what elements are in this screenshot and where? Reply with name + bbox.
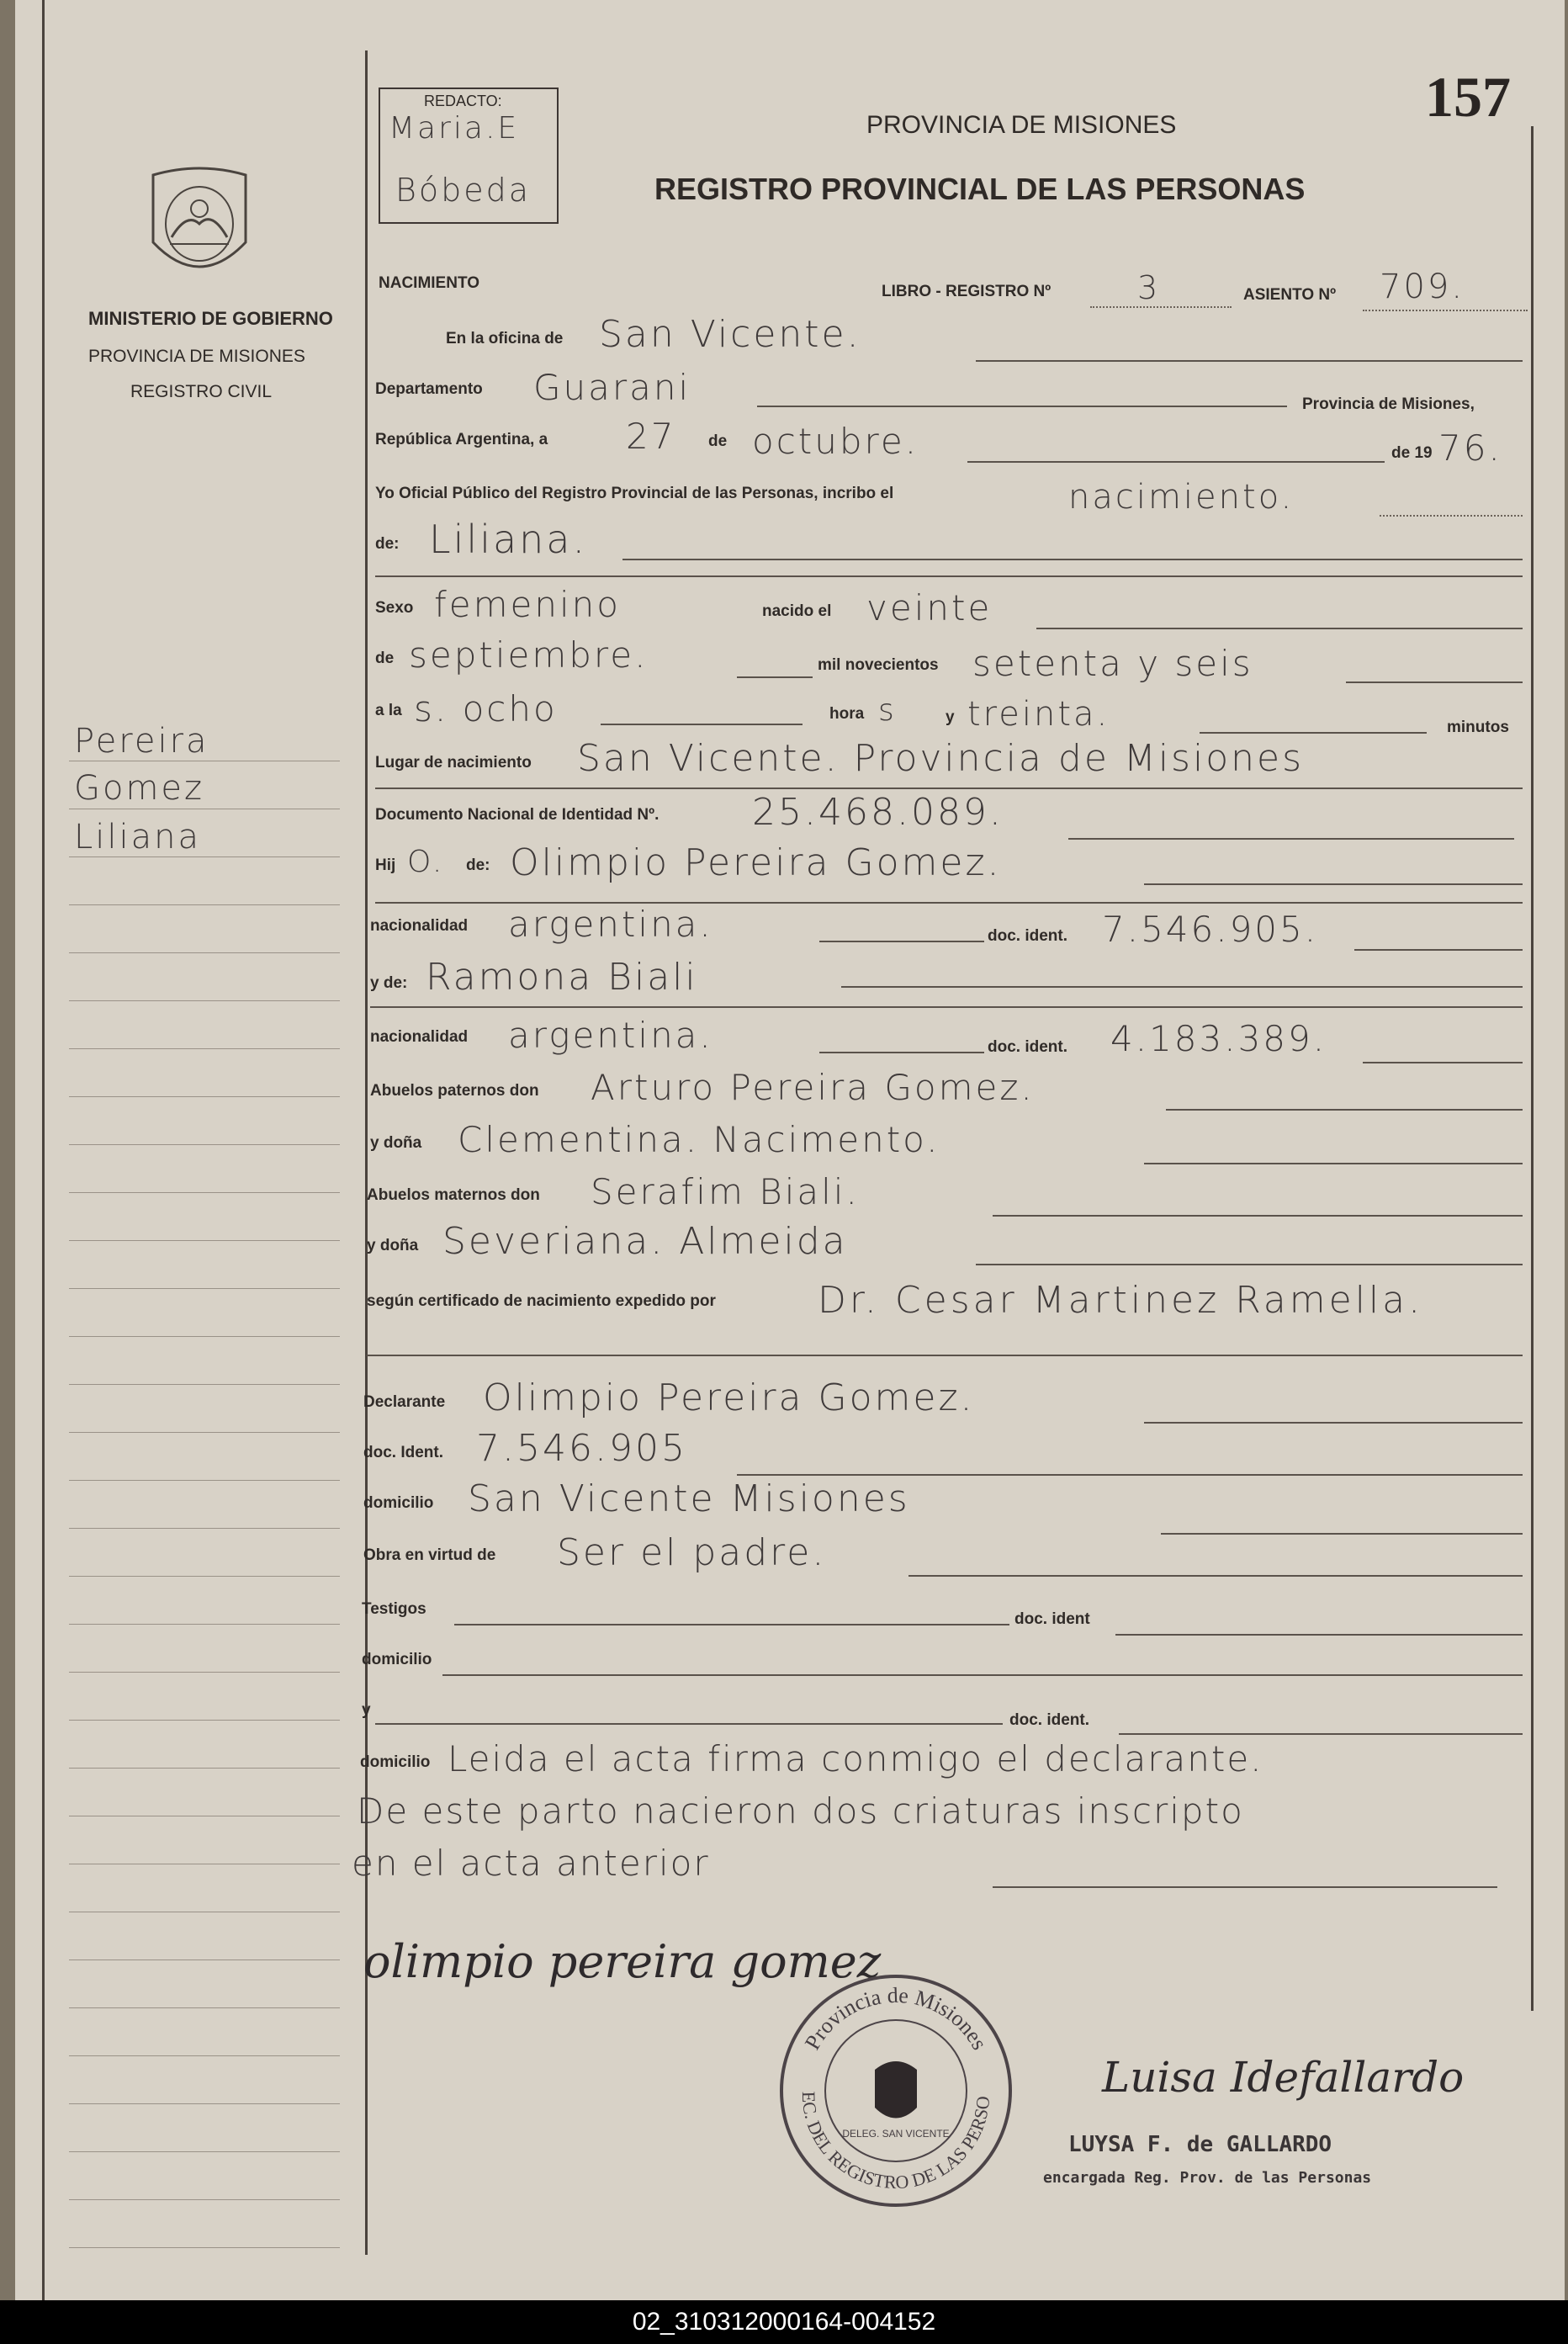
page-border-right <box>1531 126 1534 2011</box>
declarante-doc-label: doc. Ident. <box>363 1444 443 1461</box>
margin-rule-line <box>69 1576 340 1577</box>
testigos-label: Testigos <box>362 1600 426 1618</box>
padre-doc-label: doc. ident. <box>988 927 1067 945</box>
obra-label: Obra en virtud de <box>363 1546 496 1564</box>
margin-rule-line <box>69 1240 340 1241</box>
redacto-line1: Maria.E <box>389 111 520 146</box>
stamp-inner-text: DELEG. SAN VICENTE <box>842 2128 950 2140</box>
dni-label: Documento Nacional de Identidad Nº. <box>375 806 660 824</box>
document-title: REGISTRO PROVINCIAL DE LAS PERSONAS <box>654 172 1306 206</box>
padre-doc: 7.546.905. <box>1102 909 1319 950</box>
departamento-value: Guarani <box>533 367 691 408</box>
margin-rule-line <box>69 1192 340 1193</box>
ministry-name: MINISTERIO DE GOBIERNO <box>88 308 333 329</box>
margin-rule-line <box>69 1432 340 1433</box>
horas-label: hora <box>829 705 865 723</box>
stamp-bottom-text: EC. DEL REGISTRO DE LAS PERSO <box>797 2091 994 2193</box>
nota-line-1: Leida el acta firma conmigo el declarante. <box>448 1738 1263 1779</box>
fecha-mes: octubre. <box>752 421 919 462</box>
dni-value: 25.468.089. <box>752 791 1004 834</box>
abuela-pat: Clementina. Nacimento. <box>458 1119 940 1160</box>
fecha-anio: 76. <box>1438 427 1502 469</box>
margin-given-name: Liliana <box>74 818 201 856</box>
image-caption: 02_310312000164-004152 <box>632 2308 936 2336</box>
republica-label: República Argentina, a <box>375 431 548 448</box>
margin-rule-line <box>69 1720 340 1721</box>
fecha-dia: 27 <box>626 416 676 457</box>
redacto-line2: Bóbeda <box>395 172 532 209</box>
abuelos-pat-label: Abuelos paternos don <box>370 1082 539 1100</box>
sexo-value: femenino <box>434 584 621 625</box>
nacido-mes-label: de <box>375 650 395 667</box>
nacido-label: nacido el <box>762 602 832 620</box>
nombre-label: de: <box>375 535 400 553</box>
margin-surname-2: Gomez <box>74 769 205 808</box>
coat-of-arms-emblem <box>145 165 254 288</box>
page-number: 157 <box>1425 65 1511 129</box>
minutos-value: treinta. <box>967 695 1110 734</box>
padre-nac-label: nacionalidad <box>370 917 469 935</box>
segun-label: según certificado de nacimiento expedido por <box>367 1292 716 1310</box>
padre-nac: argentina. <box>508 904 713 945</box>
declarante-name: Olimpio Pereira Gomez. <box>483 1376 975 1419</box>
minutos-label: minutos <box>1447 719 1509 736</box>
declarante-signature: olimpio pereira gomez <box>363 1935 882 1988</box>
margin-rule-line <box>69 1624 340 1625</box>
abuelos-mat-label: Abuelos maternos don <box>367 1186 540 1204</box>
oficial-label: Yo Oficial Público del Registro Provincial de las Personas, incribo el <box>375 485 894 502</box>
testigo2-doc-label: doc. ident. <box>1009 1711 1089 1729</box>
margin-rule-line <box>69 1384 340 1385</box>
margin-rule-line <box>69 1288 340 1289</box>
abuelo-mat: Serafim Biali. <box>591 1171 860 1212</box>
margin-rule-line <box>69 2151 340 2152</box>
abuela-mat: Severiana. Almeida <box>442 1220 848 1263</box>
margin-rule-line <box>69 2007 340 2008</box>
margin-rule-line <box>69 1144 340 1145</box>
margin-rule-line <box>69 2247 340 2248</box>
margin-rule-line <box>69 952 340 953</box>
nacido-anio: setenta y seis <box>972 643 1253 684</box>
nombre-value: Liliana. <box>429 517 588 562</box>
margin-rule-line <box>69 1048 340 1049</box>
sexo-label: Sexo <box>375 599 414 617</box>
nacido-mes: septiembre. <box>409 634 649 676</box>
departamento-label: Departamento <box>375 380 483 398</box>
mil-label: mil novecientos <box>818 656 939 674</box>
testigo-dom-label: domicilio <box>362 1651 432 1668</box>
madre-label: y de: <box>370 974 408 992</box>
column-divider <box>365 50 368 2255</box>
province-heading: PROVINCIA DE MISIONES <box>866 111 1177 139</box>
testigos-doc-label: doc. ident <box>1014 1610 1090 1628</box>
fecha-de-label: de <box>708 432 728 450</box>
asiento-value: 709. <box>1380 268 1465 306</box>
margin-rule-line <box>69 1480 340 1481</box>
margin-rule-line <box>69 2103 340 2104</box>
svg-text:Provincia de Misiones <box>800 1983 992 2054</box>
hijo-label: Hij <box>375 856 396 874</box>
y-label: y <box>946 708 955 726</box>
notas-dom-label: domicilio <box>360 1753 431 1771</box>
alas-label: a la <box>375 702 402 719</box>
margin-rule-line <box>69 2055 340 2056</box>
madre-nac-label: nacionalidad <box>370 1028 469 1046</box>
oficina-value: San Vicente. <box>599 313 861 356</box>
abuelo-pat: Arturo Pereira Gomez. <box>591 1067 1035 1108</box>
libro-label: LIBRO - REGISTRO Nº <box>882 283 1052 300</box>
ministry-registry: REGISTRO CIVIL <box>130 382 273 401</box>
asiento-label: ASIENTO Nº <box>1243 286 1337 304</box>
hijo-suffix: O. <box>407 845 445 879</box>
abuela-pat-label: y doña <box>370 1134 422 1152</box>
stamp-top-text: Provincia de Misiones <box>799 1982 993 2055</box>
official-name: LUYSA F. de GALLARDO <box>1068 2132 1332 2157</box>
margin-rule-line <box>69 1768 340 1769</box>
lugar-label: Lugar de nacimiento <box>375 754 532 772</box>
page-border-left <box>42 0 45 2300</box>
padre-name: Olimpio Pereira Gomez. <box>510 841 1002 884</box>
margin-rule-line <box>69 856 340 857</box>
fecha-anio-label: de 19 <box>1391 444 1433 462</box>
margin-rule-line <box>69 904 340 905</box>
ministry-province: PROVINCIA DE MISIONES <box>88 347 305 366</box>
margin-surname-1: Pereira <box>74 722 209 761</box>
abuela-mat-label: y doña <box>367 1237 419 1254</box>
provincia-label: Provincia de Misiones, <box>1302 395 1475 413</box>
margin-rule-line <box>69 1096 340 1097</box>
declarante-doc: 7.546.905 <box>476 1427 687 1470</box>
declarante-dom: San Vicente Misiones <box>468 1477 910 1520</box>
inscribe-value: nacimiento. <box>1068 478 1295 517</box>
record-type: NACIMIENTO <box>379 274 479 292</box>
declarante-dom-label: domicilio <box>363 1494 434 1512</box>
libro-value: 3 <box>1137 269 1161 306</box>
obra-value: Ser el padre. <box>557 1531 827 1574</box>
margin-rule-line <box>69 1672 340 1673</box>
nota-line-3: en el acta anterior <box>352 1843 710 1884</box>
official-stamp <box>774 1969 1018 2213</box>
nota-line-2: De este parto nacieron dos criaturas inscripto <box>357 1790 1244 1832</box>
horas-suffix: s <box>878 693 897 728</box>
margin-rule-line <box>69 1528 340 1529</box>
margin-rule-line <box>69 2199 340 2200</box>
redacto-label: REDACTO: <box>424 93 502 109</box>
oficina-label: En la oficina de <box>446 330 564 347</box>
testigo2-label: y <box>362 1701 371 1719</box>
margin-rule-line <box>69 1336 340 1337</box>
hora-value: s. ocho <box>414 688 558 729</box>
madre-nac: argentina. <box>508 1015 713 1056</box>
official-title: encargada Reg. Prov. de las Personas <box>1043 2169 1372 2187</box>
hijo-de-label: de: <box>466 856 490 874</box>
madre-doc-label: doc. ident. <box>988 1038 1067 1056</box>
lugar-value: San Vicente. Provincia de Misiones <box>577 737 1305 780</box>
official-signature: Luisa Idefallardo <box>1102 2053 1465 2102</box>
nacido-dia: veinte <box>866 587 993 628</box>
madre-name: Ramona Biali <box>426 956 698 999</box>
margin-rule-line <box>69 1000 340 1001</box>
certificado-value: Dr. Cesar Martinez Ramella. <box>818 1279 1424 1322</box>
declarante-label: Declarante <box>363 1393 446 1411</box>
madre-doc: 4.183.389. <box>1110 1018 1327 1059</box>
redacto-box <box>379 88 559 224</box>
